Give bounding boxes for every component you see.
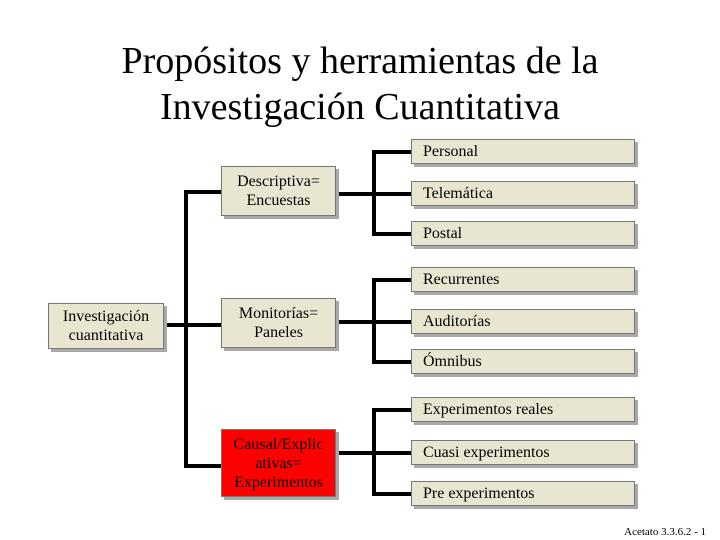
root-node	[48, 303, 164, 349]
leaf-node-cuasi-experimentos	[411, 440, 635, 465]
title-line-2: Investigación Cuantitativa	[160, 86, 560, 128]
branch-node-label: Monitorías= Paneles	[238, 305, 319, 341]
leaf-node-label: Telemática	[423, 185, 493, 202]
leaf-node-postal	[411, 221, 635, 246]
leaf-node-label: Auditorías	[423, 313, 491, 330]
leaf-node-auditorias	[411, 309, 635, 334]
root-node-label: Investigación cuantitativa	[62, 308, 150, 344]
leaf-node-telematica	[411, 181, 635, 206]
leaf-node-label: Cuasi experimentos	[423, 444, 550, 461]
leaf-node-experimentos-reales	[411, 397, 635, 422]
branch-node-label: Causal/Explic ativas= Experimentos	[233, 435, 324, 491]
leaf-node-personal	[411, 139, 635, 164]
branch-node-monitorias	[221, 298, 336, 348]
leaf-node-label: Personal	[423, 143, 479, 160]
slide-footer: Acetato 3.3.6.2 - 1	[624, 526, 706, 538]
title-line-1: Propósitos y herramientas de la	[121, 40, 599, 82]
leaf-node-label: Postal	[423, 225, 463, 242]
branch-node-label: Descriptiva= Encuestas	[237, 173, 320, 209]
leaf-node-label: Recurrentes	[423, 271, 500, 288]
leaf-node-omnibus	[411, 349, 635, 374]
branch-node-descriptiva	[221, 166, 336, 216]
leaf-node-recurrentes	[411, 267, 635, 292]
branch-node-causal	[221, 429, 336, 497]
leaf-node-label: Ómnibus	[423, 353, 482, 370]
leaf-node-pre-experimentos	[411, 481, 635, 506]
leaf-node-label: Pre experimentos	[423, 485, 535, 502]
leaf-node-label: Experimentos reales	[423, 401, 554, 418]
